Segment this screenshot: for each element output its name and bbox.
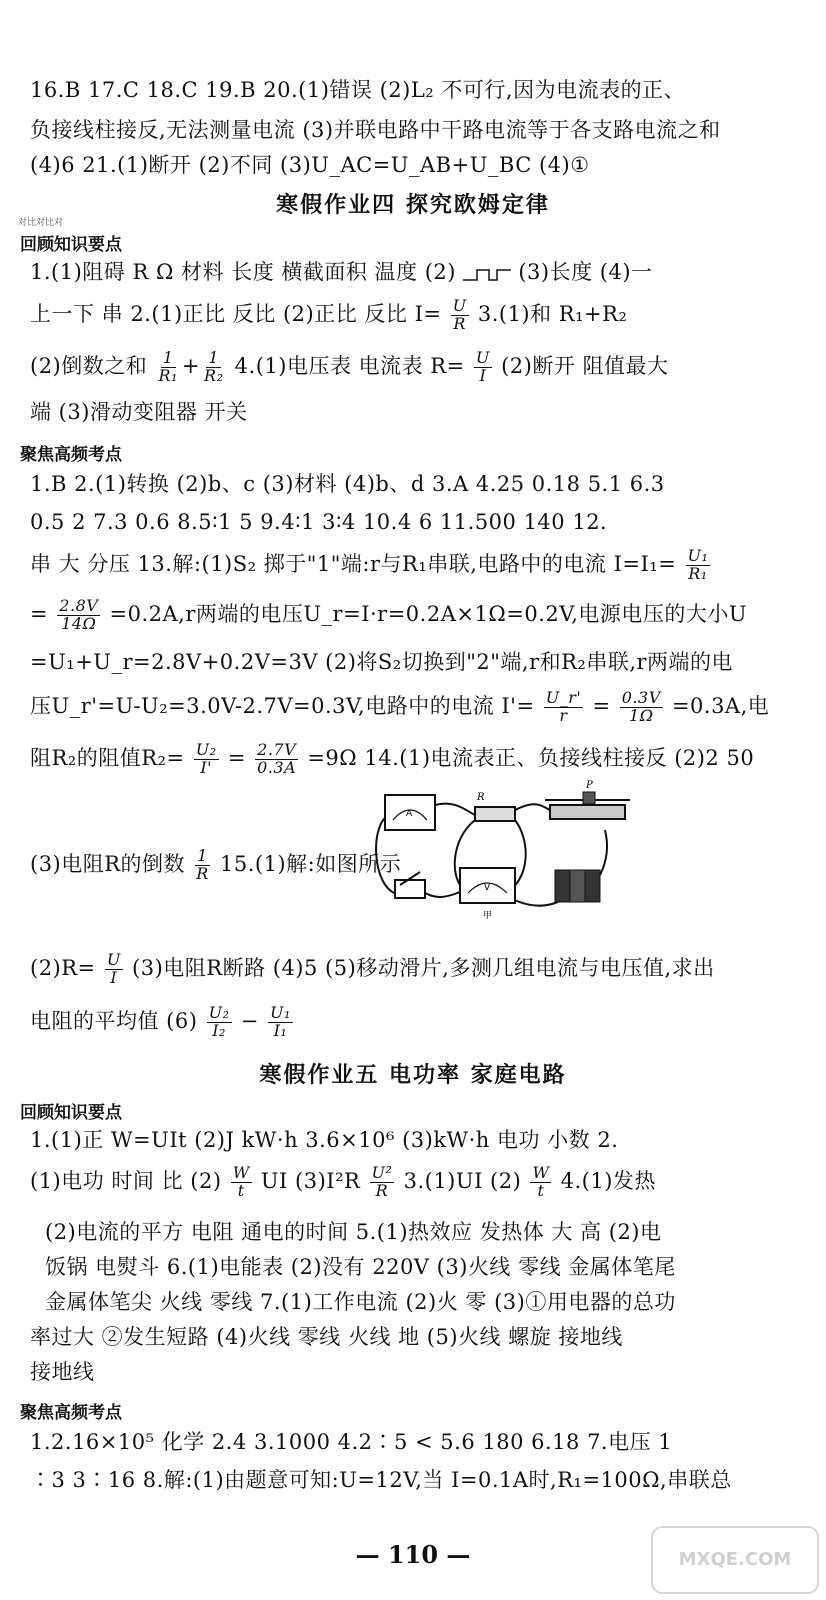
section-title-4: 寒假作业四 探究欧姆定律 — [276, 192, 550, 218]
answer-line-27: 接地线 — [30, 1360, 95, 1384]
answer-line-24: 饭锅 电熨斗 6.(1)电能表 (2)没有 220V (3)火线 零线 金属体笔尾 — [45, 1255, 676, 1279]
answer-line-6-text: 上一下 串 2.(1)正比 反比 (2)正比 反比 I= — [30, 301, 442, 326]
answer-line-17 — [30, 848, 401, 883]
answer-line-12-text: 串 大 分压 13.解:(1)S₂ 掷于"1"端:r与R₁串联,电路中的电流 I=I₁= — [30, 551, 677, 576]
fraction-w-over-t-2: $\frac{W}{t}$ — [532, 1163, 550, 1200]
fraction-w-over-t: $\frac{W}{t}$ — [232, 1163, 250, 1200]
answer-line-7: (2)倒数之和 $\frac{1}{\text{R₁}}$ + $\frac{1}{\text{R₂}}$ 4.(1)电压表 电流表 R= $\frac{U}{I}$ (2)断开 阻值最大 — [30, 348, 669, 385]
answer-line-7-text: (2)倒数之和 — [30, 353, 148, 378]
answer-line-21: 1.(1)正 W=UIt (2)J kW·h 3.6×10⁶ (3)kW·h 电功 小数 2. — [30, 1128, 619, 1152]
answer-line-15-eq: = — [592, 693, 611, 718]
answer-line-22-mid2: 3.(1)UI (2) — [403, 1168, 522, 1193]
fraction-0-3v-over-1ohm: $\frac{0.3V}{1\Omega}$ — [621, 688, 661, 725]
svg-text:A: A — [406, 809, 413, 819]
answer-line-13 — [30, 598, 806, 633]
answer-line-29: 1.2.16×10⁵ 化学 2.4 3.1000 4.2∶5 < 5.6 180 6.18 7.电压 1 — [30, 1430, 673, 1454]
svg-text:MXQE.COM: MXQE.COM — [678, 1549, 792, 1570]
answer-line-18-tail: (3)电阻R断路 (4)5 (5)移动滑片,多测几组电流与电压值,求出 — [132, 955, 715, 980]
answer-line-3: (4)6 21.(1)断开 (2)不同 (3)U_AC=U_AB+U_BC (4)① — [30, 153, 590, 177]
resistor-icon — [475, 792, 515, 821]
section-title-5: 寒假作业五 电功率 家庭电路 — [259, 1062, 567, 1088]
answer-line-22-tail: 4.(1)发热 — [560, 1168, 656, 1193]
answer-line-30: ∶3 3∶16 8.解:(1)由题意可知:U=12V,当 I=0.1A时,R₁=100Ω,串联总 — [30, 1468, 732, 1492]
fraction-u-over-i-2: $\frac{U}{I}$ — [106, 950, 121, 987]
fraction-2-7v-over-0-3a: $\frac{2.7V}{0.3A}$ — [257, 740, 297, 777]
answer-line-16-text: 阻R₂的阻值R₂= — [30, 745, 185, 770]
fraction-ur-over-r: $\frac{U\_r'}{r}$ — [545, 688, 582, 725]
answer-line-19-text: 电阻的平均值 (6) — [30, 1008, 198, 1033]
answer-line-22-text: (1)电功 时间 比 (2) — [30, 1168, 222, 1193]
circuit-diagram — [365, 780, 640, 920]
answer-line-26: 率过大 ②发生短路 (4)火线 零线 火线 地 (5)火线 螺旋 接地线 — [30, 1325, 623, 1349]
answer-line-1: 16.B 17.C 18.C 19.B 20.(1)错误 (2)L₂ 不可行,因为电流表的正、 — [30, 78, 686, 102]
answer-line-8: 端 (3)滑动变阻器 开关 — [30, 400, 248, 424]
answer-line-15-tail: =0.3A,电 — [671, 693, 770, 718]
answer-line-22-mid: UI (3)I²R — [260, 1168, 361, 1193]
answer-line-17-tail: 15.(1)解:如图所示 — [219, 851, 402, 876]
voltmeter-icon — [460, 868, 515, 903]
fraction-u2-over-r: $\frac{\text{U²}}{R}$ — [371, 1163, 393, 1200]
answer-line-17-text: (3)电阻R的倒数 — [30, 851, 186, 876]
fraction-u2-over-i-prime: $\frac{\text{U₂}}{I'}$ — [195, 740, 217, 777]
answer-line-15 — [30, 690, 806, 725]
svg-text:R: R — [477, 792, 485, 803]
focus-heading-1: 聚焦高频考点 — [20, 445, 122, 465]
answer-line-2: 负接线柱接反,无法测量电流 (3)并联电路中干路电流等于各支路电流之和 — [30, 118, 721, 142]
answer-line-18-text: (2)R= — [30, 955, 96, 980]
answer-line-13-eq: = — [30, 601, 49, 626]
page-number: — 110 — — [355, 1540, 471, 1569]
answer-line-14: =U₁+U_r=2.8V+0.2V=3V (2)将S₂切换到"2"端,r和R₂串联,r两端的电 — [30, 650, 734, 674]
fraction-u1-over-i1: $\frac{\text{U₁}}{\text{I₁}}$ — [270, 1003, 291, 1040]
ammeter-icon — [385, 795, 435, 830]
svg-text:P: P — [586, 780, 593, 791]
answer-line-22 — [30, 1165, 806, 1200]
battery-icon — [555, 870, 600, 902]
fraction-1-over-r2: $\frac{1}{\text{R₂}}$ — [204, 348, 224, 385]
answer-line-5 — [30, 260, 806, 285]
figure-caption: 甲 — [483, 911, 493, 920]
focus-heading-2: 聚焦高频考点 — [20, 1403, 122, 1423]
answer-line-5-tail: (3)长度 (4)一 — [518, 260, 653, 284]
fraction-1-over-r1: $\frac{1}{\text{R₁}}$ — [158, 348, 178, 385]
answer-line-15-text: 压U_r'=U-U₂=3.0V-2.7V=0.3V,电路中的电流 I'= — [30, 693, 535, 718]
answer-line-13-text: =0.2A,r两端的电压U_r=I·r=0.2A×1Ω=0.2V,电源电压的大小U — [109, 601, 748, 626]
fraction-u2-over-i2: $\frac{\text{U₂}}{\text{I₂}}$ — [208, 1003, 230, 1040]
answer-line-25: 金属体笔尖 火线 零线 7.(1)工作电流 (2)火 零 (3)①用电器的总功 — [45, 1290, 676, 1314]
answer-line-6-tail: 3.(1)和 R₁+R₂ — [477, 301, 628, 326]
answer-line-11: 0.5 2 7.3 0.6 8.5∶1 5 9.4∶1 3∶4 10.4 6 11.500 140 12. — [30, 510, 608, 534]
fraction-u-over-i: $\frac{U}{I}$ — [475, 348, 490, 385]
answer-line-6 — [30, 298, 806, 333]
answer-line-16-eq: = — [227, 745, 246, 770]
answer-line-7-mid: 4.(1)电压表 电流表 R= — [234, 353, 465, 378]
review-heading-1: 回顾知识要点 — [20, 235, 122, 255]
answer-line-5-text: 1.(1)阻碍 R Ω 材料 长度 横截面积 温度 (2) — [30, 260, 456, 284]
answer-line-19-minus: − — [240, 1008, 259, 1033]
answer-line-12 — [30, 548, 806, 583]
resistor-symbol-icon — [463, 264, 511, 284]
answer-line-10: 1.B 2.(1)转换 (2)b、c (3)材料 (4)b、d 3.A 4.25 0.18 5.1 6.3 — [30, 472, 665, 496]
side-stamp-text: 对比对比对 — [18, 218, 64, 228]
answer-line-16 — [30, 742, 806, 777]
svg-text:V: V — [484, 883, 491, 893]
answer-line-23: (2)电流的平方 电阻 通电的时间 5.(1)热效应 发热体 大 高 (2)电 — [45, 1220, 662, 1244]
review-heading-2: 回顾知识要点 — [20, 1103, 122, 1123]
answer-line-7-tail: (2)断开 阻值最大 — [501, 353, 669, 378]
answer-line-18 — [30, 952, 806, 987]
fraction-u-over-r: $\frac{U}{R}$ — [452, 296, 467, 333]
watermark-logo — [650, 1525, 820, 1595]
fraction-u1-over-r1: $\frac{\text{U₁}}{\text{R₁}}$ — [687, 546, 709, 583]
answer-line-19 — [30, 1005, 806, 1040]
rheostat-icon — [545, 780, 630, 819]
fraction-2-8v-over-14ohm: $\frac{2.8V}{14\Omega}$ — [59, 596, 99, 633]
answer-line-16-tail: =9Ω 14.(1)电流表正、负接线柱接反 (2)2 50 — [307, 745, 755, 770]
fraction-1-over-r: $\frac{1}{R}$ — [196, 846, 209, 883]
